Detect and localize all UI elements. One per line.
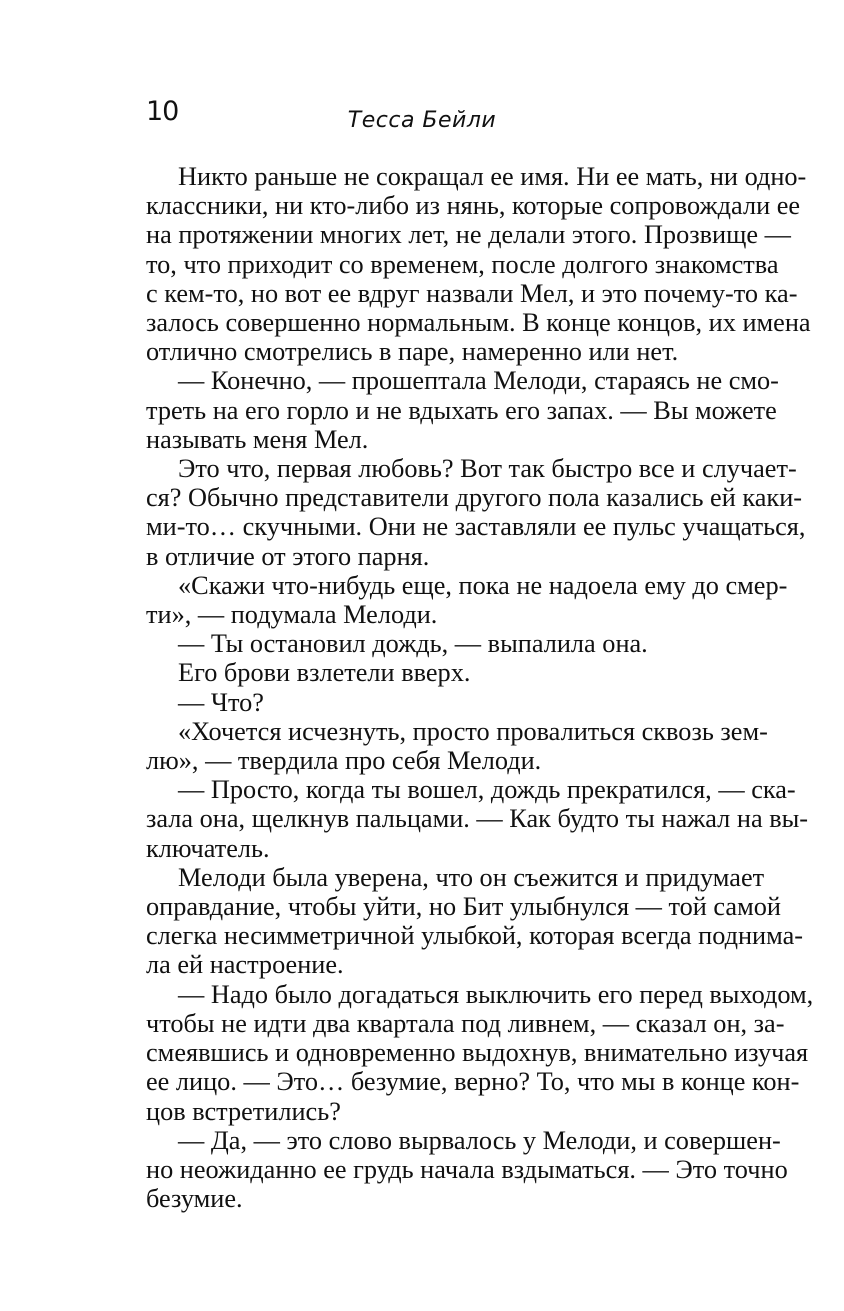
text-line: то, что приходит со временем, после долгого знакомства <box>146 249 779 279</box>
text-line: зала она, щелкнув пальцами. — Как будто ты нажал на вы- <box>146 804 809 834</box>
text-line: — Надо было догадаться выключить его перед выходом, <box>178 979 814 1009</box>
text-line: но неожиданно ее грудь начала вздыматься. — Это точно <box>146 1154 788 1184</box>
text-line: «Скажи что-нибудь еще, пока не надоела ему до смер- <box>178 570 788 600</box>
text-line: — Ты остановил дождь, — выпалила она. <box>178 629 648 659</box>
text-line: смеявшись и одновременно выдохнув, внимательно изучая <box>146 1038 809 1068</box>
text-line: Мелоди была уверена, что он съежится и придумает <box>178 862 765 892</box>
text-line: — Что? <box>178 687 264 717</box>
text-line: отлично смотрелись в паре, намеренно или нет. <box>146 337 679 367</box>
text-line: классники, ни кто-либо из нянь, которые сопровождали ее <box>146 191 801 221</box>
text-line: ми-то… скучными. Они не заставляли ее пульс учащаться, <box>146 512 806 542</box>
text-line: ся? Обычно представители другого пола казались ей каки- <box>146 483 803 513</box>
text-line: треть на его горло и не вдыхать его запах. — Вы можете <box>146 395 777 425</box>
text-line: — Просто, когда ты вошел, дождь прекратился, — ска- <box>178 775 796 805</box>
text-line: ключатель. <box>146 833 270 863</box>
text-line: ти», — подумала Мелоди. <box>146 600 438 630</box>
text-line: чтобы не идти два квартала под ливнем, — сказал он, за- <box>146 1008 785 1038</box>
text-line: на протяжении многих лет, не делали этого. Прозвище — <box>146 220 791 250</box>
text-line: Его брови взлетели вверх. <box>178 658 471 688</box>
text-line: — Конечно, — прошептала Мелоди, стараясь не смо- <box>178 366 779 396</box>
text-line: лю», — твердила про себя Мелоди. <box>146 746 542 776</box>
text-line: с кем-то, но вот ее вдруг назвали Мел, и это почему-то ка- <box>146 278 798 308</box>
text-line: залось совершенно нормальным. В конце концов, их имена <box>146 308 811 338</box>
page-number: 10 <box>146 96 179 127</box>
text-line: безумие. <box>146 1184 243 1214</box>
text-line: в отличие от этого парня. <box>146 541 430 571</box>
body-text <box>146 162 814 1214</box>
text-line: оправдание, чтобы уйти, но Бит улыбнулся — той самой <box>146 892 781 922</box>
text-line: слегка несимметричной улыбкой, которая всегда поднима- <box>146 921 804 951</box>
text-line: Никто раньше не сокращал ее имя. Ни ее мать, ни одно- <box>178 162 807 191</box>
text-line: ее лицо. — Это… безумие, верно? То, что мы в конце кон- <box>146 1067 800 1097</box>
text-line: ла ей настроение. <box>146 950 344 980</box>
text-line: — Да, — это слово вырвалось у Мелоди, и совершен- <box>178 1125 781 1155</box>
text-line: называть меня Мел. <box>146 424 369 454</box>
text-line: «Хочется исчезнуть, просто провалиться сквозь зем- <box>178 716 768 746</box>
text-line: Это что, первая любовь? Вот так быстро все и случает- <box>178 454 797 484</box>
text-line: цов встретились? <box>146 1096 341 1126</box>
running-title: Тесса Бейли <box>347 108 497 133</box>
